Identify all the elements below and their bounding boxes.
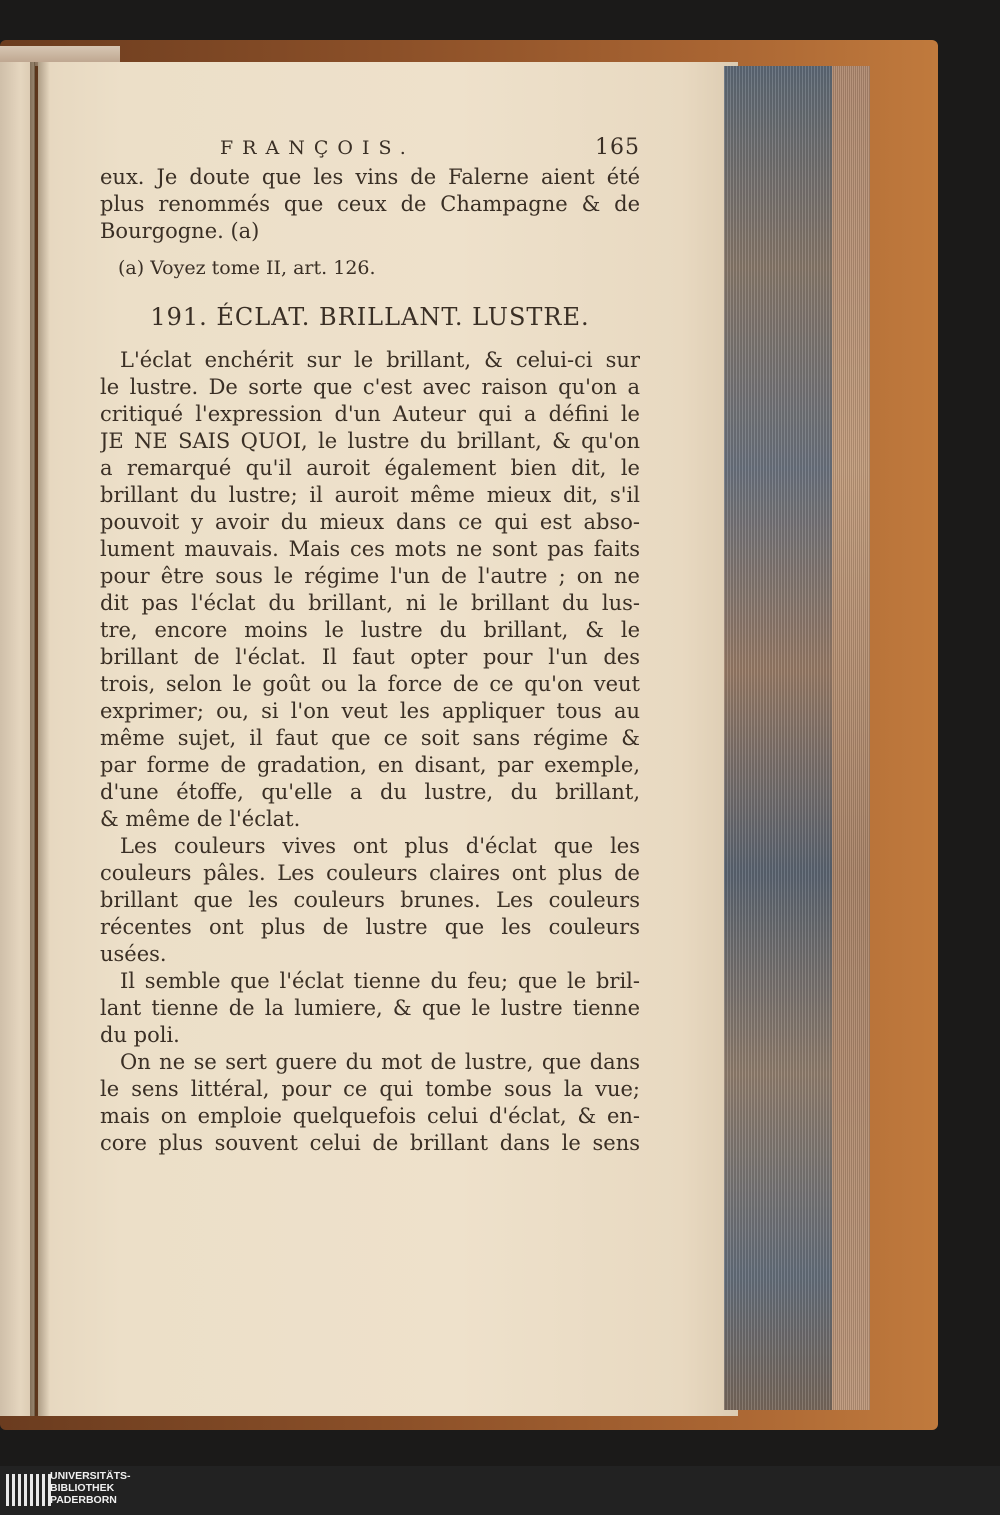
text-line: JE NE SAIS QUOI, le lustre du brillant, & qu'on xyxy=(100,429,640,453)
text-line: dit pas l'éclat du brillant, ni le brillant du lus- xyxy=(100,591,640,615)
text-line: mais on emploie quelquefois celui d'éclat, & en- xyxy=(100,1104,640,1128)
library-name-line: UNIVERSITÄTS- xyxy=(50,1470,131,1482)
page-text xyxy=(100,134,640,1157)
running-head-title: FRANÇOIS. xyxy=(220,137,415,159)
library-name-line: BIBLIOTHEK xyxy=(50,1482,115,1494)
text-line: brillant que les couleurs brunes. Les couleurs xyxy=(100,888,640,912)
text-line: Les couleurs vives ont plus d'éclat que les xyxy=(120,834,640,858)
library-name xyxy=(50,1470,131,1506)
text-line: exprimer; ou, si l'on veut les appliquer tous au xyxy=(100,699,640,723)
text-line: tre, encore moins le lustre du brillant, & le xyxy=(100,618,640,642)
text-line: Bourgogne. (a) xyxy=(100,219,260,243)
page-gutter-shadow xyxy=(30,62,50,1416)
footnote: (a) Voyez tome II, art. 126. xyxy=(118,257,376,279)
text-line: L'éclat enchérit sur le brillant, & celui-ci sur xyxy=(120,348,640,372)
text-line: récentes ont plus de lustre que les couleurs xyxy=(100,915,640,939)
text-line: trois, selon le goût ou la force de ce qu'on veut xyxy=(100,672,640,696)
text-line: brillant de l'éclat. Il faut opter pour l'un des xyxy=(100,645,640,669)
text-line: pour être sous le régime l'un de l'autre ; on ne xyxy=(100,564,640,588)
text-line: par forme de gradation, en disant, par exemple, xyxy=(100,753,640,777)
library-logo-icon xyxy=(6,1474,51,1506)
text-line: brillant du lustre; il auroit même mieux dit, s'il xyxy=(100,483,640,507)
text-line: le sens littéral, pour ce qui tombe sous la vue; xyxy=(100,1077,640,1101)
text-line: eux. Je doute que les vins de Falerne aient été xyxy=(100,165,640,189)
text-line: a remarqué qu'il auroit également bien dit, le xyxy=(100,456,640,480)
text-line: lument mauvais. Mais ces mots ne sont pas faits xyxy=(100,537,640,561)
section-heading: 191. ÉCLAT. BRILLANT. LUSTRE. xyxy=(150,303,590,331)
page-block-edges-outer xyxy=(832,66,870,1410)
text-line: le lustre. De sorte que c'est avec raison qu'on a xyxy=(100,375,640,399)
text-line: lant tienne de la lumiere, & que le lustre tienne xyxy=(100,996,640,1020)
text-line: couleurs pâles. Les couleurs claires ont plus de xyxy=(100,861,640,885)
text-line: plus renommés que ceux de Champagne & de xyxy=(100,192,640,216)
running-head xyxy=(100,134,640,162)
library-name-line: PADERBORN xyxy=(50,1494,117,1506)
page-block-edges xyxy=(724,66,832,1410)
text-line: pouvoit y avoir du mieux dans ce qui est abso- xyxy=(100,510,640,534)
paragraph xyxy=(100,1049,640,1157)
text-line: core plus souvent celui de brillant dans le sens xyxy=(100,1131,640,1155)
text-line: d'une étoffe, qu'elle a du lustre, du brillant, xyxy=(100,780,640,804)
text-line: même sujet, il faut que ce soit sans régime & xyxy=(100,726,640,750)
paragraph xyxy=(100,347,640,833)
text-line: & même de l'éclat. xyxy=(100,807,301,831)
page-number: 165 xyxy=(595,135,640,160)
footer-bar xyxy=(0,1466,1000,1515)
text-line: On ne se sert guere du mot de lustre, que dans xyxy=(120,1050,640,1074)
text-line: du poli. xyxy=(100,1023,180,1047)
text-line: usées. xyxy=(100,942,167,966)
paragraph xyxy=(100,968,640,1049)
paragraph xyxy=(100,833,640,968)
text-line: critiqué l'expression d'un Auteur qui a défini le xyxy=(100,402,640,426)
text-line: Il semble que l'éclat tienne du feu; que le bril- xyxy=(120,969,640,993)
